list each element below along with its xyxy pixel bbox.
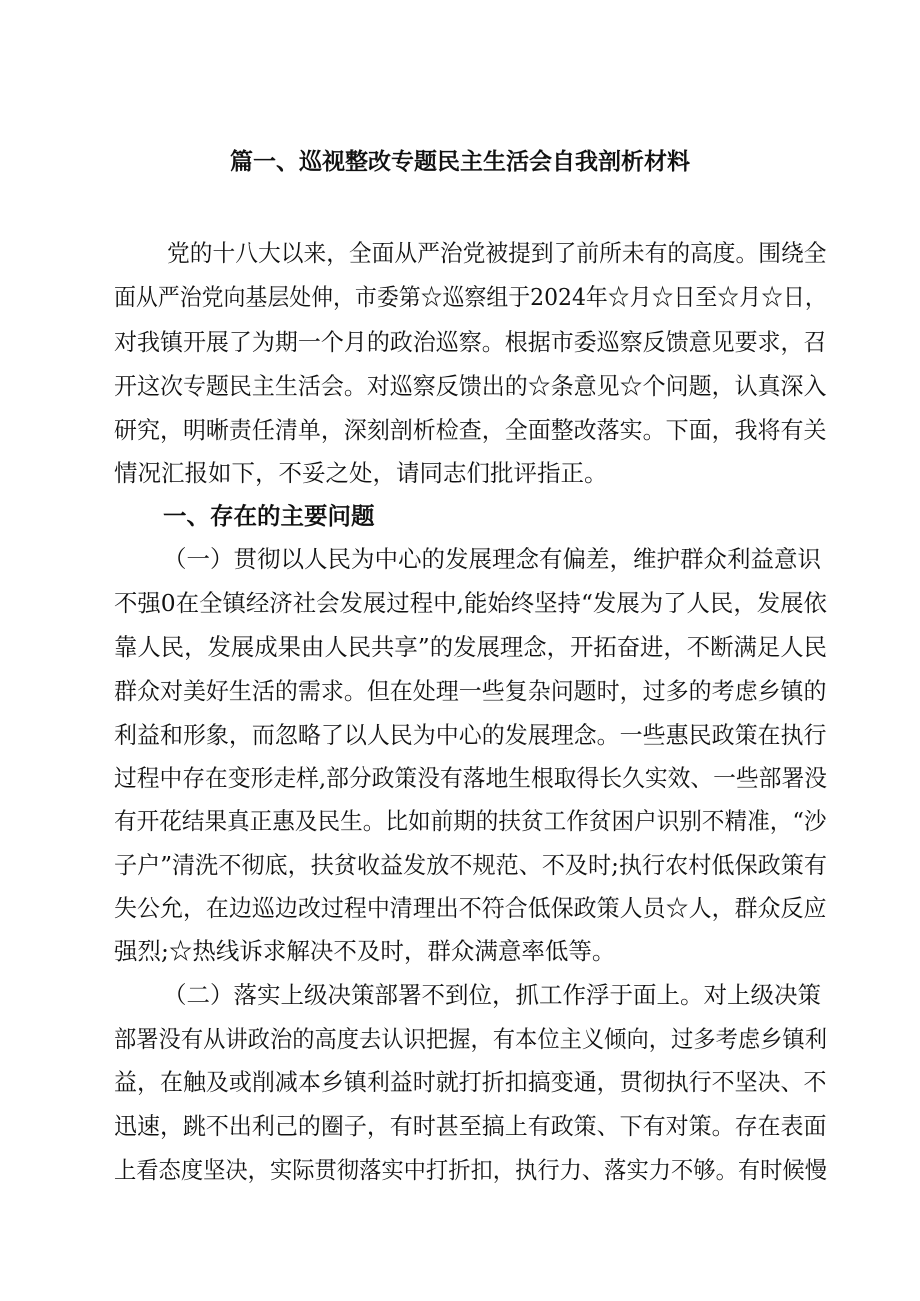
subsection-heading-line: （一）贯彻以人民为中心的发展理念有偏差，维护群众利益意识 xyxy=(163,545,821,573)
paragraph-line: 失公允，在边巡边改过程中清理出不符合低保政策人员☆人，群众反应 xyxy=(114,894,827,922)
paragraph-line: 情况汇报如下，不妥之处，请同志们批评指正。 xyxy=(114,459,608,487)
paragraph-line: 研究，明晰责任清单，深刻剖析检查，全面整改落实。下面，我将有关 xyxy=(114,416,827,444)
paragraph-line: 上看态度坚决，实际贯彻落实中打折扣，执行力、落实力不够。有时候慢 xyxy=(114,1156,827,1184)
paragraph-line: 不强0在全镇经济社会发展过程中,能始终坚持“发展为了人民，发展依 xyxy=(114,589,827,617)
paragraph-line: 子户”清洗不彻底，扶贫收益发放不规范、不及时;执行农村低保政策有 xyxy=(114,851,827,879)
paragraph-line: 群众对美好生活的需求。但在处理一些复杂问题时，过多的考虑乡镇的 xyxy=(114,677,827,705)
document-title: 篇一、巡视整改专题民主生活会自我剖析材料 xyxy=(230,148,690,175)
subsection-heading-line: （二）落实上级决策部署不到位，抓工作浮于面上。对上级决策 xyxy=(163,981,821,1009)
paragraph-line: 强烈;☆热线诉求解决不及时，群众满意率低等。 xyxy=(114,937,616,965)
paragraph-line: 有开花结果真正惠及民生。比如前期的扶贫工作贫困户识别不精准，“沙 xyxy=(114,807,827,835)
paragraph-line: 党的十八大以来，全面从严治党被提到了前所未有的高度。围绕全 xyxy=(167,239,827,267)
section-heading: 一、存在的主要问题 xyxy=(163,502,375,530)
paragraph-line: 过程中存在变形走样,部分政策没有落地生根取得长久实效、一些部署没 xyxy=(114,764,827,792)
paragraph-line: 益，在触及或削减本乡镇利益时就打折扣搞变通，贯彻执行不坚决、不 xyxy=(114,1068,827,1096)
paragraph-line: 迅速，跳不出利己的圈子，有时甚至搞上有政策、下有对策。存在表面 xyxy=(114,1112,827,1140)
paragraph-line: 面从严治党向基层处伸，市委第☆巡察组于2024年☆月☆日至☆月☆日， xyxy=(114,283,827,311)
paragraph-line: 对我镇开展了为期一个月的政治巡察。根据市委巡察反馈意见要求，召 xyxy=(114,328,827,356)
paragraph-line: 靠人民，发展成果由人民共享”的发展理念，开拓奋进，不断满足人民 xyxy=(114,633,828,661)
paragraph-line: 利益和形象，而忽略了以人民为中心的发展理念。一些惠民政策在执行 xyxy=(114,721,827,749)
paragraph-line: 部署没有从讲政治的高度去认识把握，有本位主义倾向，过多考虑乡镇利 xyxy=(114,1025,827,1053)
paragraph-line: 开这次专题民主生活会。对巡察反馈出的☆条意见☆个问题，认真深入 xyxy=(114,372,827,400)
